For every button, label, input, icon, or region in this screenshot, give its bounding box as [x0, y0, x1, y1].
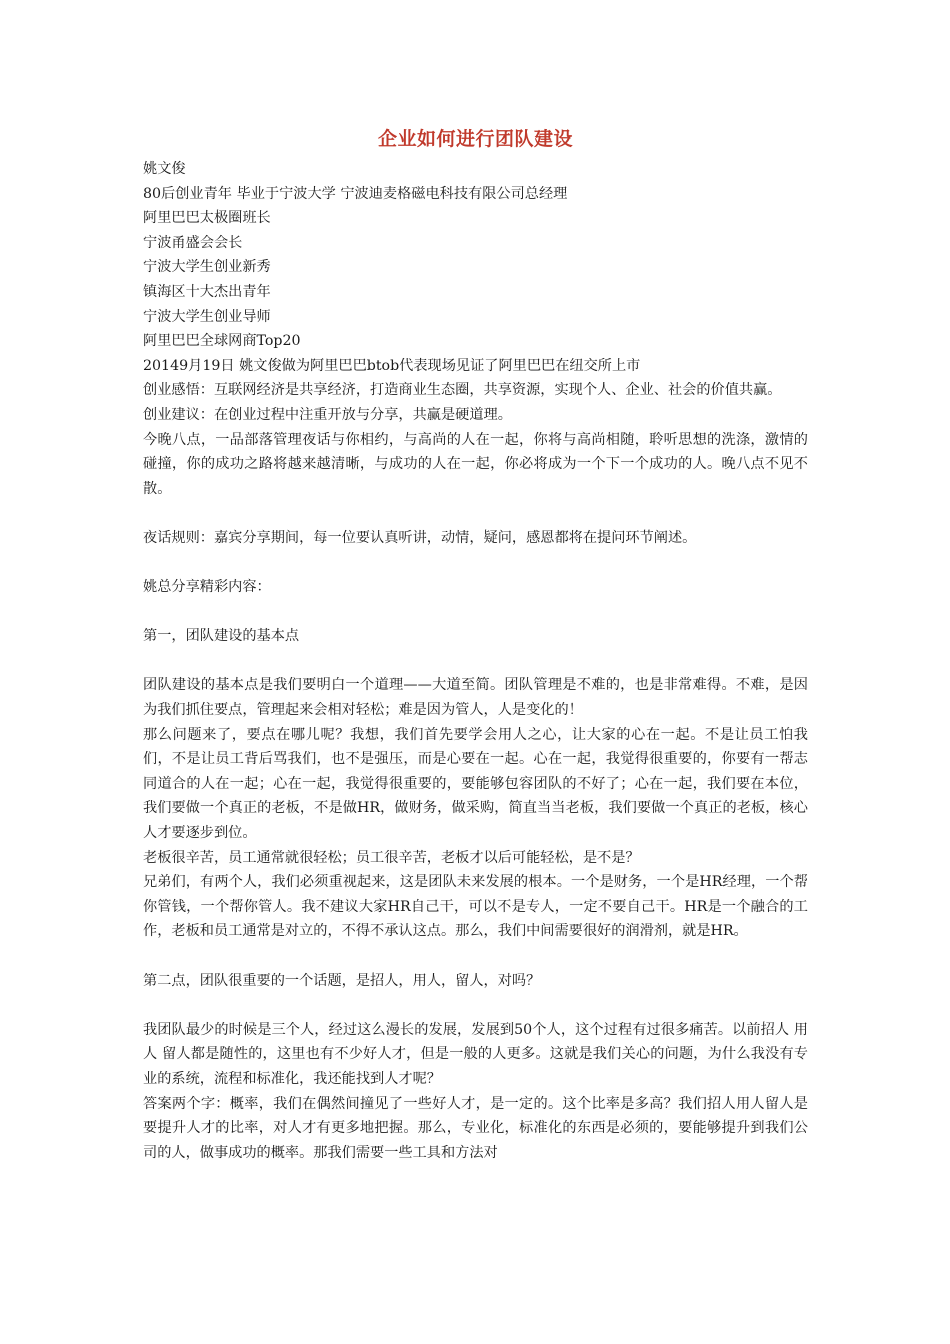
intro-paragraph: 今晚八点，一品部落管理夜话与你相约，与高尚的人在一起，你将与高尚相随，聆听思想的洗涤，激情的碰撞，你的成功之路将越来越清晰，与成功的人在一起，你必将成为一个下一个成功的人。晚八点不见不散。	[143, 431, 808, 497]
blank-line	[143, 501, 808, 526]
section1-paragraph: 那么问题来了，要点在哪儿呢？我想，我们首先要学会用人之心，让大家的心在一起。不是让员工怕我们，不是让员工背后骂我们，也不是强压，而是心要在一起。心在一起，我觉得很重要的，你要有一帮志同道合的人在一起；心在一起，我觉得很重要的，要能够包容团队的不好了；心在一起，我们要在本位，我们要做一个真正的老板，不是做HR，做财务，做采购，简直当当老板，我们要做一个真正的老板，核心人才要逐步到位。	[143, 726, 808, 842]
blank-line	[143, 551, 808, 576]
bio-line: 镇海区十大杰出青年	[143, 283, 271, 300]
section1-heading: 第一，团队建设的基本点	[143, 628, 300, 645]
bio-line: 宁波大学生创业导师	[143, 308, 271, 325]
blank-line	[143, 993, 808, 1018]
bio-line: 20149月19日 姚文俊做为阿里巴巴btob代表现场见证了阿里巴巴在纽交所上市	[143, 357, 641, 374]
bio-line: 宁波大学生创业新秀	[143, 259, 271, 276]
section1-paragraph: 兄弟们，有两个人，我们必须重视起来，这是团队未来发展的根本。一个是财务，一个是HR经理，一个帮你管钱，一个帮你管人。我不建议大家HR自己干，可以不是专人，一定不要自己干。HR是一个融合的工作，老板和员工通常是对立的，不得不承认这点。那么，我们中间需要很好的润滑剂，就是HR。	[143, 874, 808, 940]
advice-paragraph: 创业建议：在创业过程中注重开放与分享，共赢是硬道理。	[143, 406, 512, 423]
bio-line: 宁波甬盛会会长	[143, 234, 243, 251]
document-title: 企业如何进行团队建设	[377, 128, 573, 150]
document-page	[143, 122, 808, 1165]
section2-paragraph: 答案两个字：概率，我们在偶然间撞见了一些好人才，是一定的。这个比率是多高？我们招人用人留人是要提升人才的比率，对人才有更多地把握。那么，专业化，标准化的东西是必须的，要能够提升到我们公司的人，做事成功的概率。那我们需要一些工具和方法对	[143, 1095, 808, 1161]
section2-paragraph: 我团队最少的时候是三个人，经过这么漫长的发展，发展到50个人，这个过程有过很多痛苦。以前招人 用人 留人都是随性的，这里也有不少好人才，但是一般的人更多。这就是我们关心的问题，为什么我没有专业的系统，流程和标准化，我还能找到人才呢？	[143, 1021, 808, 1087]
bio-line: 80后创业青年 毕业于宁波大学 宁波迪麦格磁电科技有限公司总经理	[143, 185, 568, 202]
bio-line: 阿里巴巴全球网商Top20	[143, 333, 301, 350]
rules-paragraph: 夜话规则：嘉宾分享期间，每一位要认真听讲，动情，疑问，感恩都将在提问环节阐述。	[143, 529, 697, 546]
section2-heading: 第二点，团队很重要的一个话题，是招人，用人，留人，对吗？	[143, 972, 541, 989]
section1-paragraph: 老板很辛苦，员工通常就很轻松；员工很辛苦，老板才以后可能轻松，是不是？	[143, 849, 640, 866]
blank-line	[143, 944, 808, 969]
blank-line	[143, 600, 808, 625]
share-heading: 姚总分享精彩内容：	[143, 579, 271, 596]
blank-line	[143, 649, 808, 674]
bio-line: 阿里巴巴太极圈班长	[143, 210, 271, 227]
insight-paragraph: 创业感悟：互联网经济是共享经济，打造商业生态圈，共享资源，实现个人、企业、社会的价值共赢。	[143, 382, 782, 399]
section1-paragraph: 团队建设的基本点是我们要明白一个道理——大道至简。团队管理是不难的，也是非常难得。不难，是因为我们抓住要点，管理起来会相对轻松；难是因为管人，人是变化的！	[143, 677, 808, 719]
bio-name: 姚文俊	[143, 161, 186, 177]
